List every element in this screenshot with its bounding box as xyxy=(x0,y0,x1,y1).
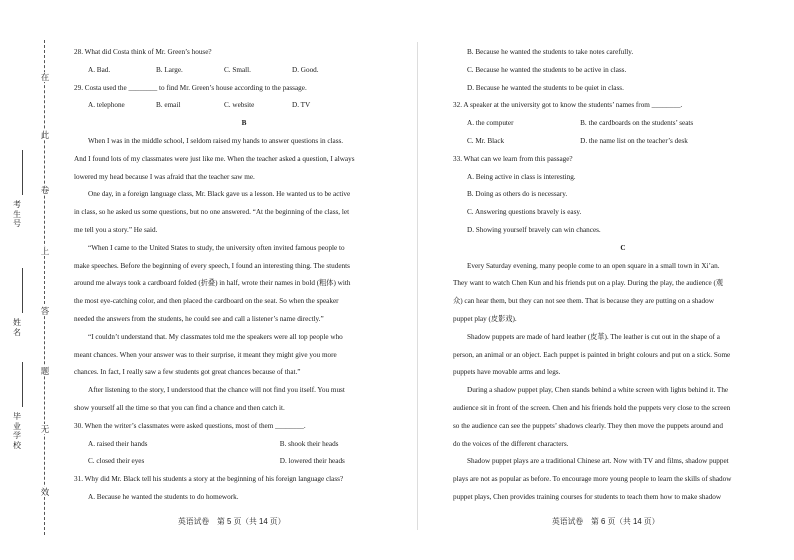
answer-option: D. lowered their heads xyxy=(279,457,345,466)
answer-options xyxy=(453,115,793,133)
name-blank xyxy=(22,268,23,313)
name-label: 姓名 xyxy=(13,318,21,337)
text-line: person, an animal or an object. Each puppet is painted in bright colours and put on a stick. Some xyxy=(453,350,731,359)
text-line: C. Answering questions bravely is easy. xyxy=(467,208,582,217)
text-line: lowered my head because I was afraid that the teacher saw me. xyxy=(74,172,255,181)
answer-option: C. closed their eyes xyxy=(88,457,145,466)
answer-option: C. Mr. Black xyxy=(467,136,505,145)
answer-option: D. TV xyxy=(292,101,311,110)
text-line: show yourself all the time so that you can find a chance and then catch it. xyxy=(74,403,285,412)
school-label: 毕业学校 xyxy=(13,412,21,450)
text-line: needed the answers from the students, he could see and call a listener’s name directly.” xyxy=(74,314,324,323)
text-line: in class, so he asked us some questions, but no one answered. “At the beginning of the class, let xyxy=(74,208,350,217)
answer-option: A. telephone xyxy=(88,101,125,110)
text-line: And I found lots of my classmates were just like me. When the teacher asked a question, I always xyxy=(74,154,355,163)
answer-options xyxy=(74,97,414,115)
text-line: 30. When the writer’s classmates were asked questions, most of them ________. xyxy=(74,421,306,430)
text-line: around me always took a cardboard folded (折叠) in half, wrote their names in bold (粗体) with xyxy=(74,279,351,288)
answer-option: A. the computer xyxy=(467,119,514,128)
text-line: do the voices of the different characters. xyxy=(453,439,569,448)
answer-options xyxy=(74,436,414,454)
text-line: “I couldn’t understand that. My classmates told me the speakers were all top people who xyxy=(88,332,343,341)
text-line: A. Because he wanted the students to do homework. xyxy=(88,492,239,501)
seal-char: 上 xyxy=(40,246,50,256)
text-line: After listening to the story, I understood that the chance will not find you itself. You must xyxy=(88,386,345,395)
seal-char: 此 xyxy=(40,130,50,140)
text-line: D. Because he wanted the students to be quiet in class. xyxy=(467,83,624,92)
answer-option: D. Good. xyxy=(292,65,319,74)
seal-char: 卷 xyxy=(40,185,50,195)
text-line: puppet plays, Chen provides training courses for students to teach them how to make shadow xyxy=(453,492,722,501)
binding-margin xyxy=(0,0,58,560)
answer-option: D. the name list on the teacher’s desk xyxy=(580,136,688,145)
answer-option: A. raised their hands xyxy=(88,439,148,448)
answer-options xyxy=(453,133,793,151)
section-heading: C xyxy=(620,243,626,252)
text-line: 众) can hear them, but they can not see them. That is because they are putting on a shadow xyxy=(453,297,714,306)
seal-char: 答 xyxy=(40,306,50,316)
text-line: Every Saturday evening, many people come to an open square in a small town in Xi’an. xyxy=(467,261,720,270)
text-line: chances. In fact, I really saw a few students got great chances because of that.” xyxy=(74,368,301,377)
text-line: One day, in a foreign language class, Mr. Black gave us a lesson. He wanted us to be active xyxy=(88,190,351,199)
page-6-footer: 英语试卷 第 6 页（共 14 页） xyxy=(552,517,660,526)
text-line: make speeches. Before the beginning of every speech, I found an interesting thing. The students xyxy=(74,261,350,270)
text-line: Shadow puppets are made of hard leather (皮革). The leather is cut out in the shape of a xyxy=(467,332,720,341)
seal-char: 效 xyxy=(40,487,50,497)
page-divider xyxy=(417,42,418,530)
seal-char: 无 xyxy=(40,424,50,434)
seal-dashed-line xyxy=(44,40,45,535)
text-line: They want to watch Chen Kun and his friends put on a play. During the play, the audience (观 xyxy=(453,279,724,288)
text-line: 33. What can we learn from this passage? xyxy=(453,154,573,163)
text-line: “When I came to the United States to study, the university often invited famous people to xyxy=(88,243,345,252)
text-line: B. Because he wanted the students to take notes carefully. xyxy=(467,48,634,56)
exam-no-label: 考生号 xyxy=(13,200,21,228)
answer-options xyxy=(74,62,414,80)
text-line: A. Being active in class is interesting. xyxy=(467,172,576,181)
page-5-text xyxy=(74,44,414,507)
text-line: D. Showing yourself bravely can win chances. xyxy=(467,225,601,234)
answer-option: C. Small. xyxy=(224,65,251,74)
text-line: 31. Why did Mr. Black tell his students a story at the beginning of his foreign language class? xyxy=(74,475,344,484)
text-line: puppets have movable arms and legs. xyxy=(453,368,561,377)
text-line: plays are not as popular as before. To encourage more young people to learn the skills of shadow xyxy=(453,475,732,484)
text-line: me tell you a story.” He said. xyxy=(74,225,158,234)
answer-option: A. Bad. xyxy=(88,65,111,74)
text-line: During a shadow puppet play, Chen stands behind a white screen with lights behind it. The xyxy=(467,386,729,395)
text-line: 29. Costa used the ________ to find Mr. Green’s house according to the passage. xyxy=(74,83,307,92)
text-line: C. Because he wanted the students to be active in class. xyxy=(467,65,627,74)
text-line: Shadow puppet plays are a traditional Chinese art. Now with TV and films, shadow puppet xyxy=(467,457,729,466)
exam-no-blank xyxy=(22,150,23,195)
text-line: 28. What did Costa think of Mr. Green’s house? xyxy=(74,48,212,56)
text-line: When I was in the middle school, I seldom raised my hands to answer questions in class. xyxy=(88,136,344,145)
text-line: audience sit in front of the screen. Chen and his friends hold the puppets very close to the screen xyxy=(453,403,731,412)
answer-option: B. Large. xyxy=(156,65,183,74)
page-6-text xyxy=(453,44,793,507)
answer-options xyxy=(74,453,414,471)
answer-option: C. website xyxy=(224,101,255,110)
school-blank xyxy=(22,362,23,407)
answer-option: B. shook their heads xyxy=(279,439,339,448)
text-line: meant chances. When your answer was to their surprise, it meant they might give you more xyxy=(74,350,337,359)
seal-char: 在 xyxy=(40,72,50,82)
text-line: puppet play (皮影戏). xyxy=(453,314,517,323)
page-5-footer: 英语试卷 第 5 页（共 14 页） xyxy=(178,517,286,526)
text-line: so the audience can see the puppets’ shadows clearly. They then move the puppets around and xyxy=(453,421,723,430)
section-heading: B xyxy=(241,119,247,128)
seal-char: 题 xyxy=(40,366,50,376)
answer-option: B. the cardboards on the students’ seats xyxy=(580,119,694,128)
text-line: B. Doing as others do is necessary. xyxy=(467,190,568,199)
answer-option: B. email xyxy=(156,101,181,110)
text-line: 32. A speaker at the university got to know the students’ names from ________. xyxy=(453,101,683,110)
text-line: the most eye-catching color, and then placed the cardboard on the seat. So when the speaker xyxy=(74,297,339,306)
